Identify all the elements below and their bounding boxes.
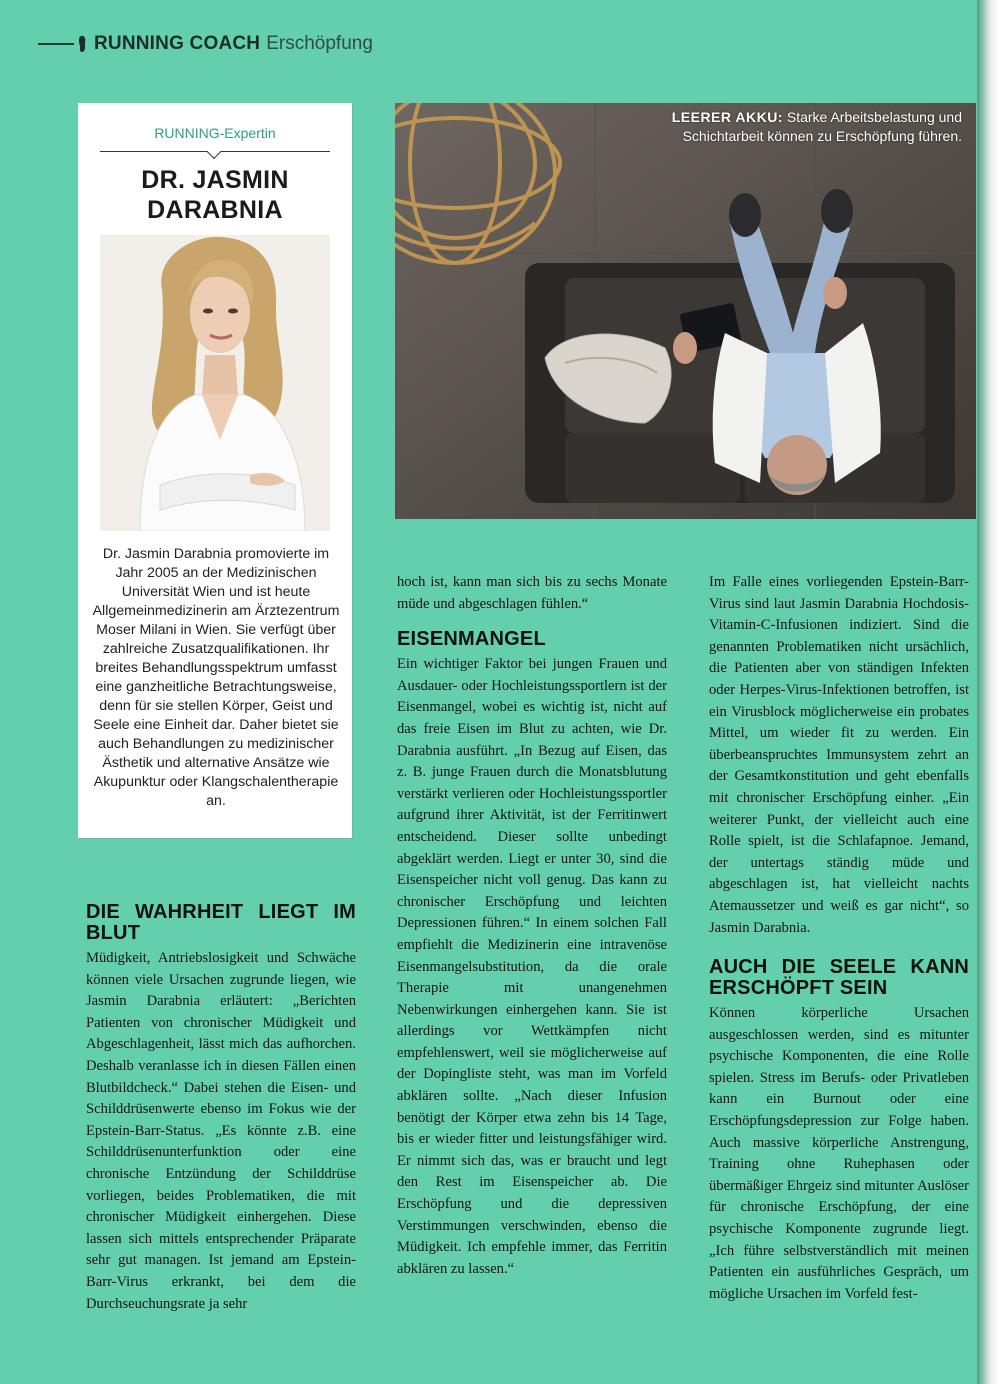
- column2-text: Ein wichtiger Faktor bei jungen Frauen und Ausdauer- oder Hochleistungssportlern ist der Eisenmangel, wobei es wichtig ist, nicht auf das freie Eisen im Blut zu achten, wie Dr. Darabnia ausführt. „In Bezug auf Eisen, das z. B. junge Frauen durch die Monatsblutung verstärkt verlieren oder Hochleistungssportler aufgrund ihrer Aktivität, ist der Ferritinwert entscheidend. Dieser sollte unbedingt abgeklärt werden. Liegt er unter 30, sind die Eisenspeicher nicht voll genug. Das kann zu chronischer Erschöpfung und leichten Depressionen führen.“ In einem solchen Fall empfiehlt die Medizinerin eine intravenöse Eisenmangelsubstitution, da die orale Therapie mit unangenehmen Nebenwirkungen einhergehen kann. Sie ist allerdings vor Wettkämpfen nicht empfehlenswert, weil sie möglicherweise auf der Dopingliste steht, was man im Vorfeld abklären sollte. „Nach dieser Infusion benötigt der Körper etwa zehn bis 14 Tage, bis er wieder fitter und leistungsfähiger wird. Er nimmt sich das, was er braucht und legt den Rest im Eisenspeicher ab. Die Erschöpfung und die depressiven Verstimmungen verschwinden, ebenso die Müdigkeit. Ich empfehle immer, das Ferritin abklären zu lassen.“: [397, 656, 667, 1277]
- column1-text: Müdigkeit, Antriebslosigkeit und Schwäche können viele Ursachen zugrunde liegen, wie Jasmin Darabnia erläutert: „Berichten Patienten von chronischer Müdigkeit und Abgeschlagenheit, lässt mich das aufhorchen. Deshalb veranlasse ich in diesen Fällen einen Blutbildcheck.“ Dabei stehen die Eisen- und Schilddrüsenwerte ebenso im Fokus wie der Epstein-Barr-Status. „Es könnte z.B. eine Schilddrüsenunterfunktion oder eine chronische Entzündung der Schilddrüse vorliegen, beides Problematiken, die mit chronischer Müdigkeit einhergehen. Diese lassen sich mittels entsprechender Präparate sehr gut managen. Ist jemand am Epstein-Barr-Virus erkrankt, bei dem die Durchseuchungsrate ja sehr: [86, 950, 356, 1312]
- expert-name: [78, 165, 352, 225]
- header-rule: [38, 43, 74, 45]
- portrait-illustration: [100, 235, 330, 531]
- footprint-icon: [78, 35, 88, 53]
- heading-die-wahrheit: DIE WAHRHEIT LIEGT IM BLUT: [86, 901, 356, 944]
- main-photo: [395, 103, 976, 519]
- photo-caption: [632, 108, 962, 146]
- column3-text: Im Falle eines vorliegenden Epstein-Barr-Virus sind laut Jasmin Darabnia Hochdosis-Vitamin-C-Infusionen indiziert. Sind die genannten Problematiken nicht ursächlich, die Patienten aber von ständigen Infekten oder Herpes-Virus-Infektionen betroffen, ist ein Virusblock möglicherweise ein probates Mittel, um wieder fit zu werden. Ein überbeanspruchtes Immunsystem zehrt an der Gesamtkonstitution und geht ebenfalls mit chronischer Erschöpfung einher. „Ein weiterer Punkt, der vielleicht auch eine Rolle spielt, ist die Schlafapnoe. Jemand, der untertags ständig müde und abgeschlagen ist, hat vielleicht nachts Atemaussetzer und weiß es gar nicht“, so Jasmin Darabnia.: [709, 574, 969, 936]
- header-section: Erschöpfung: [266, 33, 373, 54]
- header-brand: RUNNING COACH: [94, 33, 261, 54]
- heading-auch-die-seele: AUCH DIE SEELE KANN ERSCHÖPFT SEIN: [709, 956, 969, 1000]
- heading-eisenmangel: EISENMANGEL: [397, 628, 546, 651]
- column2-intro: hoch ist, kann man sich bis zu sechs Monate müde und abgeschlagen fühlen.“: [397, 574, 667, 612]
- expert-bio: Dr. Jasmin Darabnia promovierte im Jahr 2005 an der Medizinischen Universität Wien und ist heute Allgemeinmedizinerin am Ärztezentrum Moser Milani in Wien. Sie verfügt über zahlreiche Zusatzqualifikationen. Ihr breites Behandlungsspektrum umfasst eine ganzheitliche Betrachtungsweise, denn für sie stellen Körper, Geist und Seele eine Einheit dar. Daher bietet sie auch Behandlungen zu medizinischer Ästhetik und alternative Ansätze wie Akupunktur oder Klangschalentherapie an.: [92, 546, 340, 809]
- article-column-2: [397, 572, 667, 1280]
- photo-illustration: [395, 103, 976, 519]
- expert-divider-notch: [207, 145, 221, 159]
- caption-text: Starke Arbeitsbelastung und Schichtarbeit können zu Erschöpfung führen.: [682, 109, 962, 144]
- column3-text2: Können körperliche Ursachen ausgeschlossen werden, sind es mitunter psychische Komponenten, die eine Rolle spielen. Stress im Berufs- oder Privatleben kann ein Burnout oder eine Erschöpfungsdepression zur Folge haben. Auch massive körperliche Anstrengung, Training ohne Ruhephasen oder übermäßiger Ehrgeiz sind mitunter Auslöser für chronische Erschöpfung, der eine psychische Komponente zugrunde liegt. „Ich führe selbstverständlich mit meinen Patienten ein ausführliches Gespräch, um mögliche Ursachen im Vorfeld fest-: [709, 1005, 969, 1302]
- expert-name-line2: DARABNIA: [147, 196, 283, 224]
- running-header: [78, 30, 373, 58]
- expert-box: [78, 103, 352, 838]
- page-spine-edge: [977, 0, 999, 1384]
- expert-name-line1: DR. JASMIN: [141, 166, 289, 194]
- caption-label: LEERER AKKU:: [671, 109, 783, 125]
- article-column-1: [86, 902, 356, 1315]
- article-column-3: [709, 572, 969, 1305]
- expert-kicker: RUNNING-Expertin: [154, 125, 276, 141]
- expert-portrait: [100, 235, 330, 531]
